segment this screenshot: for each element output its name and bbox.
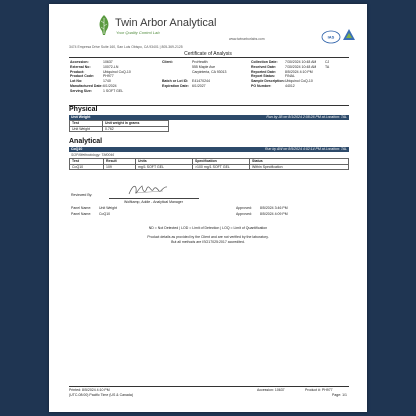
table-header-cell: Test [70, 121, 103, 127]
lot-no-value: 1740 [103, 79, 111, 84]
analytical-table [69, 158, 349, 170]
table-cell: mg/1 SOFT GEL [136, 164, 193, 170]
received-date-label: Received Date: [251, 64, 277, 69]
table-cell: Within Specification [250, 164, 349, 170]
client-street: 555 Maple Ave [192, 64, 216, 69]
approved-label: Approved: [236, 212, 252, 216]
website-link[interactable]: www.twinarborlabs.com [229, 37, 265, 41]
batch-id-label: Batch or Lot ID: [162, 79, 189, 84]
table-cell: CoQ10 [70, 164, 104, 170]
document-title: Certificate of Analysis [184, 51, 232, 57]
table-header-cell: Specification [193, 159, 250, 165]
panel-name-label: Panel Name: [71, 206, 92, 210]
table-cell: 109 [104, 164, 136, 170]
coq10-bar-label: CoQ10 [71, 147, 83, 151]
accession-value: 10637 [103, 60, 113, 64]
table-header-cell: Status [250, 159, 349, 165]
unit-weight-run-info: Run by JB on 8/1/2024 2:08:26 PM at Location: TAL [266, 115, 347, 119]
received-date-value: 7/30/2024 10:48 AM [285, 64, 317, 69]
sample-description-label: Sample Description: [251, 79, 285, 84]
accreditation-seal-icon [321, 26, 361, 48]
signature-icon [127, 182, 171, 198]
footer-page: Page: 1/1 [332, 393, 347, 397]
reported-date-value: 8/5/2024 4:10 PM [285, 69, 313, 74]
brand-name: Twin Arbor Analytical [115, 17, 217, 29]
serving-size-label: Serving Size: [70, 88, 92, 93]
info-mid-column [162, 60, 226, 89]
physical-heading: Physical [69, 106, 98, 113]
disclaimer-line-2: But all methods are ISO17025:2017 accredited. [171, 239, 245, 244]
coq10-bar [69, 147, 349, 152]
physical-table [69, 120, 169, 132]
accreditation-badges [321, 26, 361, 48]
received-initials: TA [325, 64, 330, 69]
lot-no-label: Lot No: [70, 79, 83, 84]
client-value: ProHealth [192, 60, 208, 64]
table-cell: >100 mg/1 SOFT GEL [193, 164, 250, 170]
collection-initials: CJ [325, 60, 330, 64]
footer-product-code: Product #: PH977 [305, 388, 333, 392]
manufactured-date-label: Manufactured Date: [70, 83, 103, 88]
analytical-heading: Analytical [69, 138, 103, 145]
info-left-column [70, 60, 131, 94]
panel-name-label: Panel Name: [71, 212, 92, 216]
panel-name-value: CoQ10 [99, 212, 111, 216]
brand-tagline: Your Quality Control Lab [116, 30, 160, 35]
reviewer-name-text: Wolfkamp, Addie [124, 199, 151, 204]
expiration-date-label: Expiration Date: [162, 83, 189, 88]
product-value: Ubiquinol CoQ-10 [103, 69, 131, 74]
abbreviation-note: ND = Not Detected | LOD = Limit of Detection | LOQ = Limit of Quantification [148, 226, 268, 230]
product-code-label: Product Code: [70, 74, 95, 79]
sample-description-value: Ubiquinol CoQ-10 [285, 79, 313, 84]
table-header-cell: Unit weight in grams [103, 121, 169, 127]
reported-date-label: Reported Date: [251, 69, 277, 74]
approved-label: Approved: [236, 206, 252, 210]
printed-timezone: (UTC-08:00) Pacific Time (US & Canada) [69, 393, 133, 397]
po-number-value: 44012 [285, 83, 295, 88]
collection-date-label: Collection Date: [251, 60, 278, 64]
certificate-page [49, 4, 367, 412]
coq10-run-info: Run by AW on 8/5/2024 4:02:14 PM at Location: TAL [264, 147, 347, 151]
unit-weight-bar-label: Unit Weight [71, 115, 91, 119]
printed-date: Printed: 8/5/2024 4:10 PM [69, 388, 110, 392]
table-header-cell: Result [104, 159, 136, 165]
sop-methodology: SOP/Methodology: TM0046 [71, 152, 115, 157]
reviewer-title: Analytical Manager [153, 199, 183, 204]
expiration-date-value: 6/1/2027 [192, 83, 206, 88]
table-header-cell: Units [136, 159, 193, 165]
table-header-cell: Test [70, 159, 104, 165]
sample-info-block [69, 57, 349, 106]
collection-date-value: 7/30/2024 10:48 AM [285, 60, 317, 64]
reviewed-by-label: Reviewed By: [71, 193, 93, 197]
panel-name-value: Unit Weight [99, 206, 118, 210]
approved-value: 8/5/2024 3:46 PM [260, 206, 288, 210]
external-no-value: 10072-LN [103, 64, 119, 69]
accession-label: Accession: [70, 60, 89, 64]
product-code-value: PH977 [103, 74, 114, 79]
table-cell: Unit Weight [70, 126, 103, 132]
batch-id-value: E41470244 [192, 79, 210, 84]
disclaimer-line-1: Product details as provided by the Client and are not verified by the laboratory. [147, 235, 269, 239]
report-status-label: Report Status: [251, 74, 276, 79]
po-number-label: PO Number: [251, 83, 272, 88]
client-label: Client: [162, 60, 173, 64]
manufactured-date-value: 6/1/2024 [103, 83, 117, 88]
approved-value: 8/5/2024 4:09 PM [260, 212, 288, 216]
footer-divider [69, 386, 349, 387]
tree-logo-icon [97, 14, 111, 36]
reviewer-name: Wolfkamp, Addie - Analytical Manager [124, 199, 183, 204]
table-row [70, 126, 169, 132]
report-status-value: FINAL [285, 74, 295, 79]
serving-size-value: 1 SOFT GEL [103, 88, 124, 93]
info-right-column [251, 60, 329, 89]
lab-address: 3474 Empresa Drive Suite 160, San Luis Obispo, CA 93401 | 805-369-2125 [69, 45, 183, 49]
client-city: Carpinteria, CA 93013 [192, 69, 227, 74]
table-cell: 0.762 [103, 126, 169, 132]
footer-accession: Accession: 10637 [257, 388, 285, 392]
product-label: Product: [70, 69, 85, 74]
svg-text:IAS: IAS [327, 34, 335, 40]
external-no-label: External No: [70, 64, 91, 69]
table-row [70, 164, 349, 170]
